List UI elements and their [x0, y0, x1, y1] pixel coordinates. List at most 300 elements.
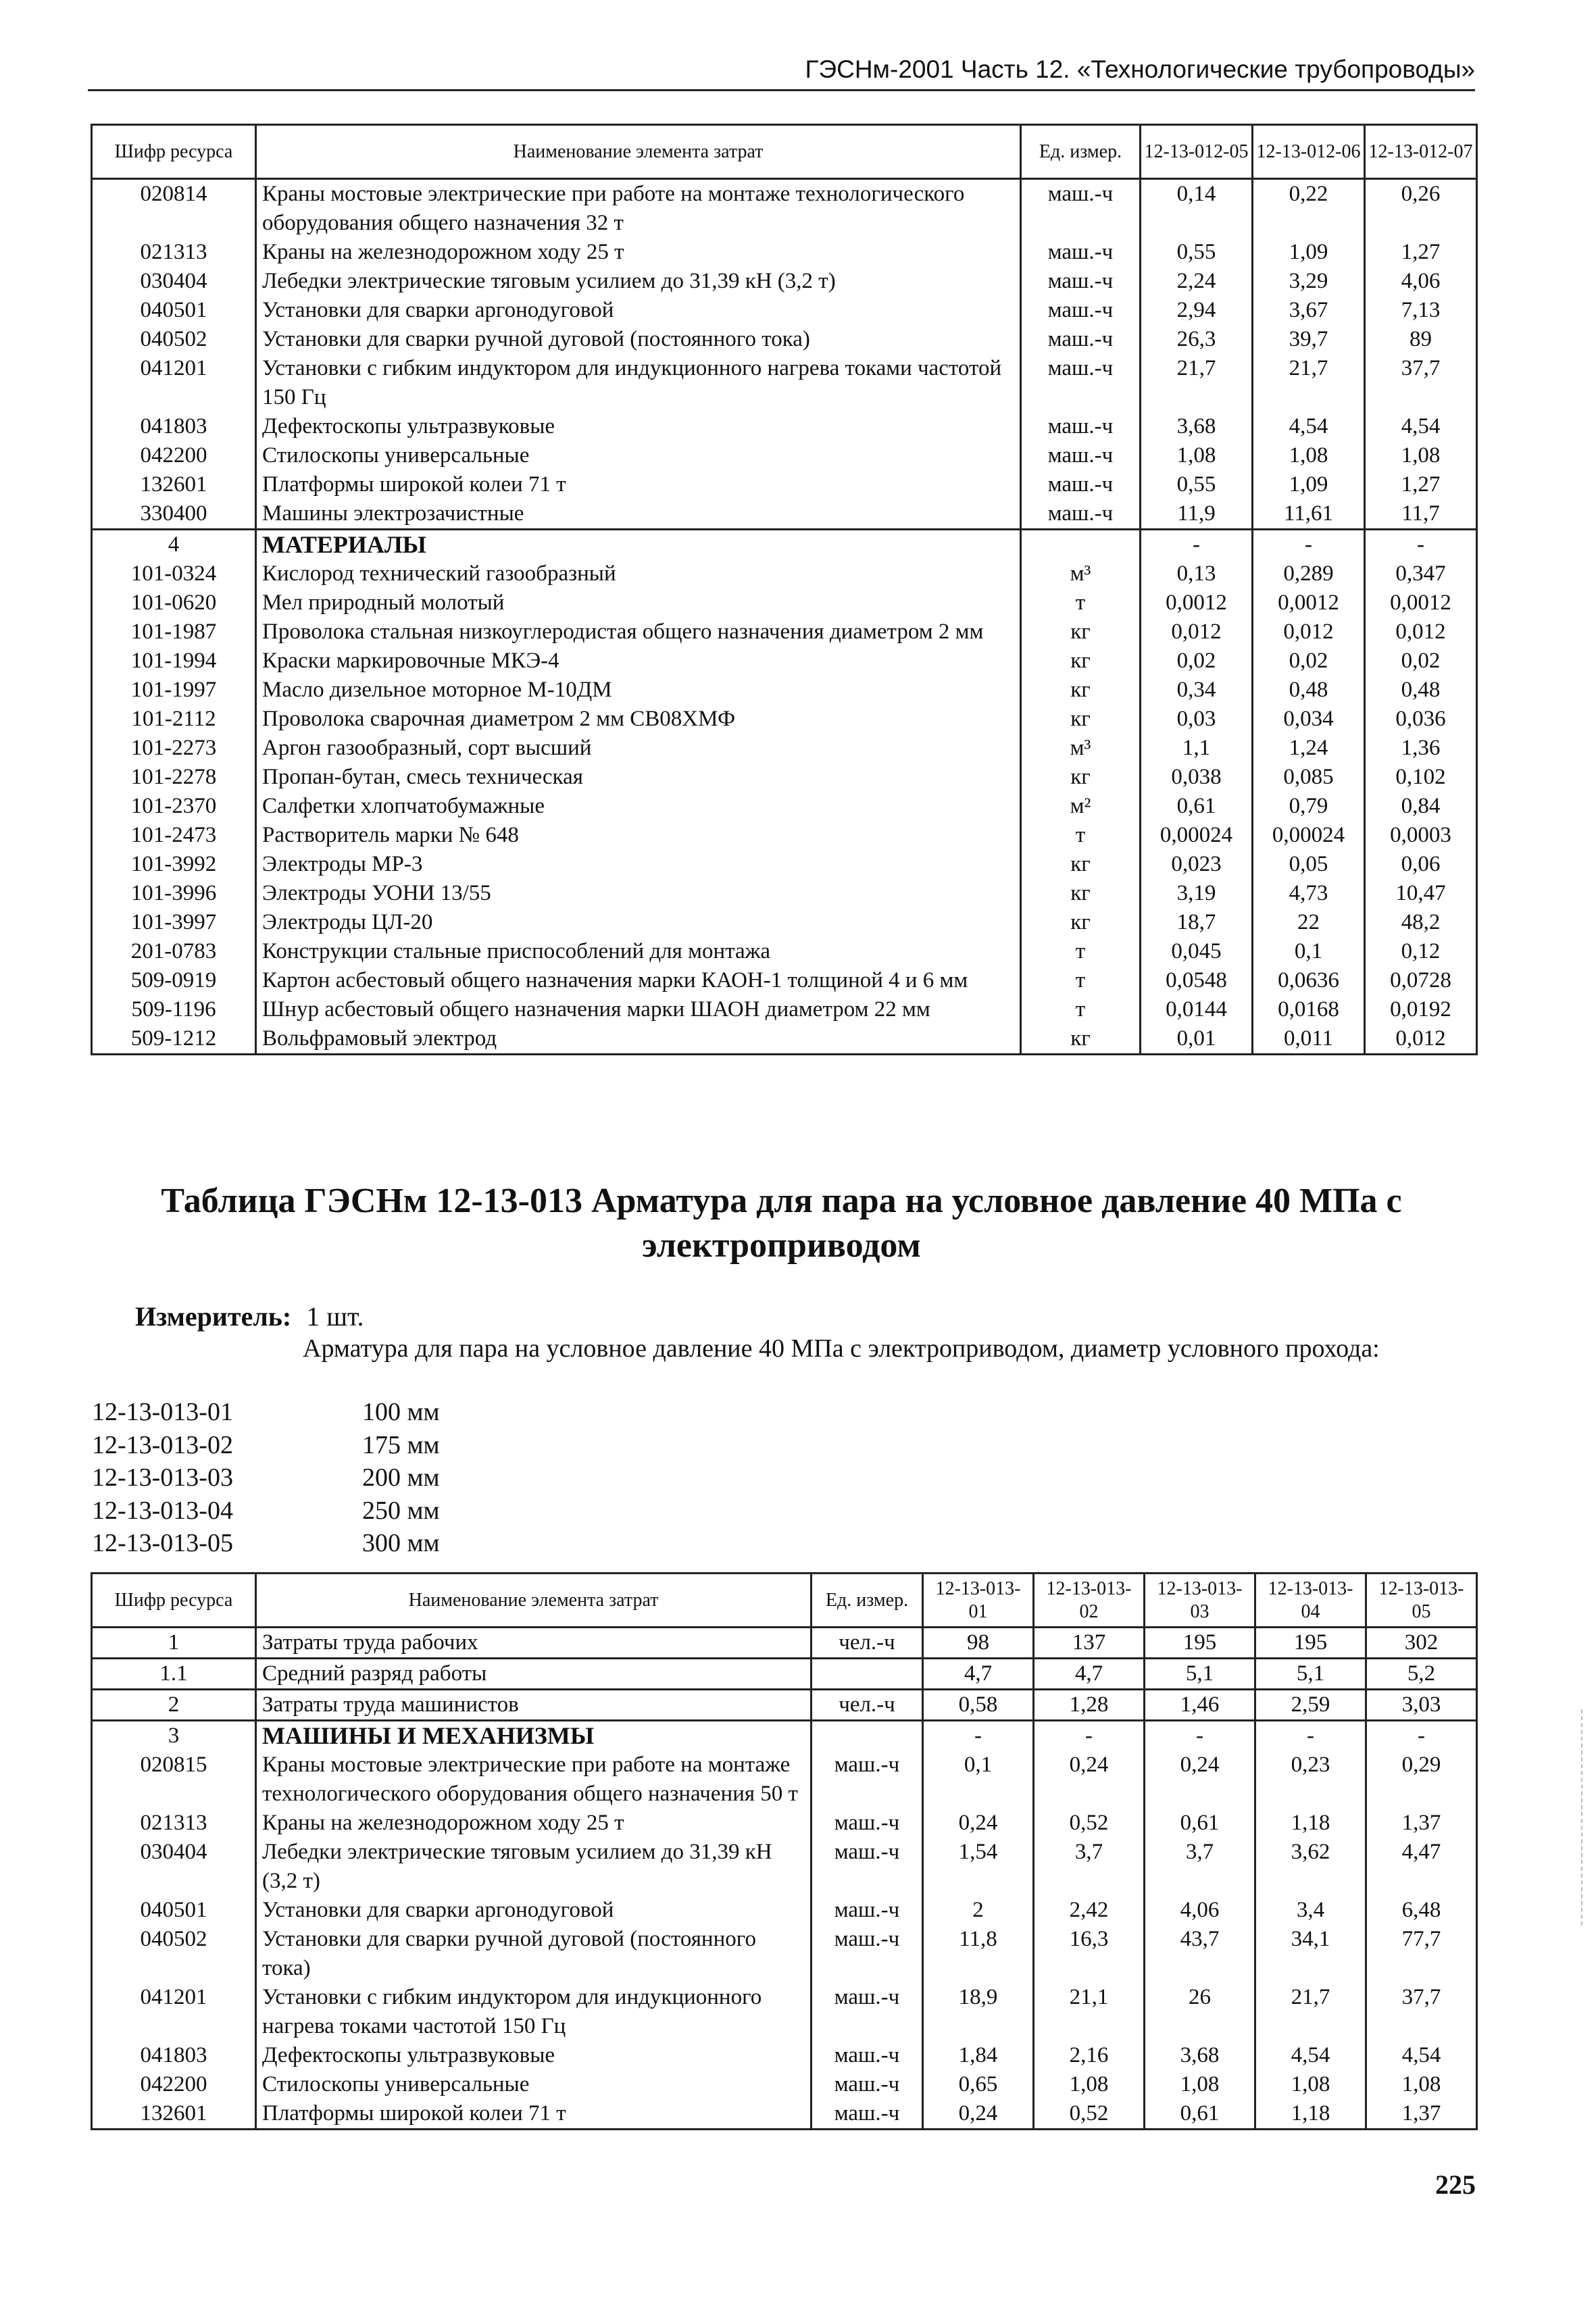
norm-value: 0,045	[1141, 937, 1253, 966]
resource-code: 101-0324	[92, 559, 256, 588]
norm-value: 0,22	[1253, 179, 1365, 238]
norm-value: 11,61	[1253, 499, 1365, 530]
resource-code: 101-3997	[92, 908, 256, 937]
norm-value: 1,08	[1145, 2070, 1255, 2099]
cost-element-name: Краны мостовые электрические при работе на монтаже технологического оборудования общего назначения 50 т	[256, 1751, 812, 1809]
section-heading: МАТЕРИАЛЫ	[256, 530, 1021, 560]
resource-code: 101-2473	[92, 821, 256, 850]
norm-value: 0,14	[1141, 179, 1253, 238]
norm-value: 1,37	[1366, 2099, 1477, 2130]
resource-code: 101-2273	[92, 734, 256, 763]
cost-element-name: Стилоскопы универсальные	[256, 441, 1021, 470]
norm-value: 43,7	[1145, 1925, 1255, 1983]
table-row	[92, 1925, 1477, 1983]
norm-value: 2,16	[1034, 2041, 1145, 2070]
table-row	[92, 267, 1477, 296]
unit-of-measure: маш.-ч	[1021, 238, 1141, 267]
norm-value: 0,034	[1253, 705, 1365, 734]
norm-value: 0,65	[923, 2070, 1034, 2099]
unit-of-measure: маш.-ч	[1021, 470, 1141, 499]
unit-of-measure	[1021, 530, 1141, 560]
unit-of-measure: маш.-ч	[1021, 325, 1141, 354]
norm-value: 2	[923, 1896, 1034, 1925]
norm-value: 39,7	[1253, 325, 1365, 354]
resource-code: 101-3992	[92, 850, 256, 879]
cost-element-name: Затраты труда рабочих	[256, 1628, 812, 1659]
unit-of-measure: маш.-ч	[1021, 267, 1141, 296]
norm-value: 1,08	[1255, 2070, 1366, 2099]
table-row	[92, 530, 1477, 560]
unit-of-measure: маш.-ч	[812, 1925, 923, 1983]
header-name: Наименование элемента затрат	[256, 125, 1021, 179]
norm-value: 4,54	[1255, 2041, 1366, 2070]
table-row	[92, 1896, 1477, 1925]
norm-value: 98	[923, 1628, 1034, 1659]
table-row	[92, 179, 1477, 238]
resource-code: 101-2370	[92, 792, 256, 821]
norm-value: 37,7	[1366, 1983, 1477, 2041]
table-row	[92, 325, 1477, 354]
norm-value: 4,06	[1145, 1896, 1255, 1925]
cost-element-name: Пропан-бутан, смесь техническая	[256, 763, 1021, 792]
norm-value: 0,0144	[1141, 995, 1253, 1024]
header-variant: 12-13-012-07	[1365, 125, 1477, 179]
variant-diameter: 200 мм	[362, 1463, 440, 1492]
unit-of-measure: маш.-ч	[812, 2099, 923, 2130]
table-row	[92, 2041, 1477, 2070]
norm-value: 0,61	[1145, 1809, 1255, 1838]
variant-item	[92, 1527, 440, 1560]
norm-value: 1,27	[1365, 238, 1477, 267]
unit-of-measure: маш.-ч	[1021, 354, 1141, 412]
norm-value: -	[1255, 1721, 1366, 1751]
resource-code: 132601	[92, 2099, 256, 2130]
norm-value: 0,24	[923, 2099, 1034, 2130]
norm-value: 1,28	[1034, 1690, 1145, 1721]
unit-of-measure	[812, 1721, 923, 1751]
unit-of-measure: кг	[1021, 1024, 1141, 1055]
norm-value: 1,24	[1253, 734, 1365, 763]
norm-value: 2,94	[1141, 296, 1253, 325]
norm-value: 3,4	[1255, 1896, 1366, 1925]
header-variant: 12-13-013-01	[923, 1574, 1034, 1628]
table-row	[92, 238, 1477, 267]
norm-value: 0,0728	[1365, 966, 1477, 995]
table-row	[92, 2070, 1477, 2099]
norm-value: 0,023	[1141, 850, 1253, 879]
resource-code: 201-0783	[92, 937, 256, 966]
measure-unit-label: Измеритель:	[135, 1301, 292, 1332]
cost-element-name: Лебедки электрические тяговым усилием до 31,39 кН (3,2 т)	[256, 267, 1021, 296]
norm-value: 0,61	[1145, 2099, 1255, 2130]
unit-of-measure: т	[1021, 821, 1141, 850]
resource-code: 041201	[92, 1983, 256, 2041]
norm-value: 0,085	[1253, 763, 1365, 792]
norm-value: 1,08	[1366, 2070, 1477, 2099]
norm-value: 0,48	[1365, 676, 1477, 705]
unit-of-measure: маш.-ч	[1021, 499, 1141, 530]
header-variant: 12-13-012-05	[1141, 125, 1253, 179]
norm-value: 4,73	[1253, 879, 1365, 908]
cost-element-name: Картон асбестовый общего назначения марки КАОН-1 толщиной 4 и 6 мм	[256, 966, 1021, 995]
resource-code: 3	[92, 1721, 256, 1751]
table-row	[92, 588, 1477, 618]
resource-table-012	[91, 124, 1478, 1055]
variant-diameter: 100 мм	[362, 1398, 440, 1426]
norm-value: 0,26	[1365, 179, 1477, 238]
norm-value: 2,24	[1141, 267, 1253, 296]
cost-element-name: Лебедки электрические тяговым усилием до 31,39 кН (3,2 т)	[256, 1838, 812, 1896]
norm-value: 21,7	[1141, 354, 1253, 412]
variant-item	[92, 1461, 440, 1494]
header-variant: 12-13-013-02	[1034, 1574, 1145, 1628]
norm-value: 0,84	[1365, 792, 1477, 821]
norm-value: 302	[1366, 1628, 1477, 1659]
norm-value: 0,012	[1141, 618, 1253, 647]
section-heading: МАШИНЫ И МЕХАНИЗМЫ	[256, 1721, 812, 1751]
norm-value: 195	[1255, 1628, 1366, 1659]
norm-value: 0,0548	[1141, 966, 1253, 995]
header-variant: 12-13-013-05	[1366, 1574, 1477, 1628]
variant-list	[92, 1396, 440, 1560]
table-row	[92, 937, 1477, 966]
table-row	[92, 559, 1477, 588]
norm-value: -	[1366, 1721, 1477, 1751]
table-row	[92, 2099, 1477, 2130]
table-row	[92, 850, 1477, 879]
norm-value: 3,7	[1145, 1838, 1255, 1896]
norm-value: 1,37	[1366, 1809, 1477, 1838]
norm-value: 0,00024	[1253, 821, 1365, 850]
header-code: Шифр ресурса	[92, 1574, 256, 1628]
resource-code: 101-3996	[92, 879, 256, 908]
norm-value: 1,54	[923, 1838, 1034, 1896]
norm-value: 0,13	[1141, 559, 1253, 588]
norm-value: 1,27	[1365, 470, 1477, 499]
norm-value: 0,02	[1253, 647, 1365, 676]
norm-value: 0,52	[1034, 2099, 1145, 2130]
header-variant: 12-13-013-03	[1145, 1574, 1255, 1628]
unit-of-measure: маш.-ч	[812, 1809, 923, 1838]
norm-value: 3,62	[1255, 1838, 1366, 1896]
norm-value: 0,012	[1365, 618, 1477, 647]
unit-of-measure: маш.-ч	[812, 1838, 923, 1896]
resource-code: 1.1	[92, 1659, 256, 1690]
norm-value: 48,2	[1365, 908, 1477, 937]
resource-code: 040501	[92, 1896, 256, 1925]
cost-element-name: Шнур асбестовый общего назначения марки ШАОН диаметром 22 мм	[256, 995, 1021, 1024]
norm-value: 0,0003	[1365, 821, 1477, 850]
unit-of-measure: маш.-ч	[812, 1751, 923, 1809]
resource-code: 1	[92, 1628, 256, 1659]
table-row	[92, 1983, 1477, 2041]
cost-element-name: Установки для сварки аргонодуговой	[256, 1896, 812, 1925]
variant-diameter: 300 мм	[362, 1529, 440, 1557]
resource-code: 040502	[92, 325, 256, 354]
norm-value: 1,08	[1253, 441, 1365, 470]
norm-value: 3,19	[1141, 879, 1253, 908]
table-row	[92, 499, 1477, 530]
unit-of-measure: т	[1021, 937, 1141, 966]
table-row	[92, 296, 1477, 325]
cost-element-name: Установки для сварки ручной дуговой (постоянного тока)	[256, 325, 1021, 354]
cost-element-name: Установки с гибким индуктором для индукционного нагрева токами частотой 150 Гц	[256, 1983, 812, 2041]
norm-value: 0,012	[1253, 618, 1365, 647]
cost-element-name: Краны на железнодорожном ходу 25 т	[256, 1809, 812, 1838]
cost-element-name: Проволока сварочная диаметром 2 мм СВ08ХМФ	[256, 705, 1021, 734]
norm-value: 1,08	[1141, 441, 1253, 470]
cost-element-name: Конструкции стальные приспособлений для монтажа	[256, 937, 1021, 966]
running-header: ГЭСНм-2001 Часть 12. «Технологические трубопроводы»	[805, 55, 1475, 83]
norm-value: 0,01	[1141, 1024, 1253, 1055]
cost-element-name: Установки для сварки ручной дуговой (постоянного тока)	[256, 1925, 812, 1983]
norm-value: -	[1365, 530, 1477, 560]
norm-value: 4,7	[923, 1659, 1034, 1690]
variant-code: 12-13-013-03	[92, 1463, 233, 1492]
cost-element-name: Мел природный молотый	[256, 588, 1021, 618]
norm-value: 0,012	[1365, 1024, 1477, 1055]
cost-element-name: Дефектоскопы ультразвуковые	[256, 412, 1021, 441]
cost-element-name: Машины электрозачистные	[256, 499, 1021, 530]
unit-of-measure: чел.-ч	[812, 1628, 923, 1659]
norm-value: 6,48	[1366, 1896, 1477, 1925]
cost-element-name: Средний разряд работы	[256, 1659, 812, 1690]
resource-code: 040501	[92, 296, 256, 325]
norm-value: 1,18	[1255, 2099, 1366, 2130]
table-row	[92, 705, 1477, 734]
norm-value: 21,7	[1253, 354, 1365, 412]
norm-value: 18,7	[1141, 908, 1253, 937]
unit-of-measure: кг	[1021, 705, 1141, 734]
table-row	[92, 1690, 1477, 1721]
table-row	[92, 412, 1477, 441]
norm-value: 0,55	[1141, 470, 1253, 499]
header-unit: Ед. измер.	[812, 1574, 923, 1628]
table-row	[92, 647, 1477, 676]
cost-element-name: Установки с гибким индуктором для индукционного нагрева токами частотой 150 Гц	[256, 354, 1021, 412]
measure-unit	[135, 1301, 364, 1332]
header-rule	[88, 89, 1475, 91]
table-title: Таблица ГЭСНм 12-13-013 Арматура для пара на условное давление 40 МПа с электроприводом	[161, 1182, 1402, 1265]
norm-value: 2,42	[1034, 1896, 1145, 1925]
cost-element-name: Установки для сварки аргонодуговой	[256, 296, 1021, 325]
unit-of-measure: кг	[1021, 763, 1141, 792]
norm-value: 0,55	[1141, 238, 1253, 267]
unit-of-measure: т	[1021, 588, 1141, 618]
table-row	[92, 734, 1477, 763]
norm-value: 137	[1034, 1628, 1145, 1659]
unit-of-measure: кг	[1021, 908, 1141, 937]
resource-code: 101-1987	[92, 618, 256, 647]
norm-value: 5,1	[1255, 1659, 1366, 1690]
table-row	[92, 821, 1477, 850]
norm-value: 89	[1365, 325, 1477, 354]
resource-code: 030404	[92, 1838, 256, 1896]
norm-value: 37,7	[1365, 354, 1477, 412]
norm-value: 0,06	[1365, 850, 1477, 879]
norm-value: 11,7	[1365, 499, 1477, 530]
norm-value: 0,0012	[1253, 588, 1365, 618]
norm-value: 2,59	[1255, 1690, 1366, 1721]
norm-value: 0,24	[1034, 1751, 1145, 1809]
unit-of-measure: м³	[1021, 734, 1141, 763]
norm-value: 1,84	[923, 2041, 1034, 2070]
resource-code: 2	[92, 1690, 256, 1721]
cost-element-name: Электроды ЦЛ-20	[256, 908, 1021, 937]
cost-element-name: Вольфрамовый электрод	[256, 1024, 1021, 1055]
resource-code: 509-1212	[92, 1024, 256, 1055]
cost-element-name: Электроды МР-3	[256, 850, 1021, 879]
cost-element-name: Электроды УОНИ 13/55	[256, 879, 1021, 908]
header-code: Шифр ресурса	[92, 125, 256, 179]
cost-element-name: Платформы широкой колеи 71 т	[256, 2099, 812, 2130]
table-row	[92, 966, 1477, 995]
resource-code: 101-1994	[92, 647, 256, 676]
norm-value: 3,7	[1034, 1838, 1145, 1896]
norm-value: 0,24	[1145, 1751, 1255, 1809]
header-name: Наименование элемента затрат	[256, 1574, 812, 1628]
norm-value: 3,68	[1145, 2041, 1255, 2070]
table-row	[92, 1809, 1477, 1838]
cost-element-name: Кислород технический газообразный	[256, 559, 1021, 588]
norm-value: 26	[1145, 1983, 1255, 2041]
norm-value: 0,03	[1141, 705, 1253, 734]
norm-value: 0,102	[1365, 763, 1477, 792]
unit-of-measure: маш.-ч	[812, 2041, 923, 2070]
variant-diameter: 175 мм	[362, 1430, 440, 1459]
resource-code: 041803	[92, 2041, 256, 2070]
norm-value: 0,29	[1366, 1751, 1477, 1809]
norm-value: -	[1145, 1721, 1255, 1751]
norm-value: 1,08	[1365, 441, 1477, 470]
norm-value: 1,08	[1034, 2070, 1145, 2099]
table-header-row	[92, 125, 1477, 179]
norm-value: 0,347	[1365, 559, 1477, 588]
norm-value: -	[1253, 530, 1365, 560]
norm-value: 0,038	[1141, 763, 1253, 792]
unit-of-measure: маш.-ч	[1021, 179, 1141, 238]
resource-code: 101-0620	[92, 588, 256, 618]
cost-element-name: Масло дизельное моторное М-10ДМ	[256, 676, 1021, 705]
norm-value: 0,61	[1141, 792, 1253, 821]
header-variant: 12-13-013-04	[1255, 1574, 1366, 1628]
norm-value: -	[1034, 1721, 1145, 1751]
norm-value: 0,0192	[1365, 995, 1477, 1024]
table-row	[92, 354, 1477, 412]
table-row	[92, 470, 1477, 499]
header-unit: Ед. измер.	[1021, 125, 1141, 179]
norm-value: 0,0012	[1365, 588, 1477, 618]
cost-element-name: Краны на железнодорожном ходу 25 т	[256, 238, 1021, 267]
table-row	[92, 1721, 1477, 1751]
variant-item	[92, 1494, 440, 1528]
norm-value: 0,0012	[1141, 588, 1253, 618]
variant-item	[92, 1396, 440, 1429]
norm-value: 0,58	[923, 1690, 1034, 1721]
norm-value: 1,18	[1255, 1809, 1366, 1838]
variant-diameter: 250 мм	[362, 1496, 440, 1525]
norm-value: 1,09	[1253, 238, 1365, 267]
table-row	[92, 618, 1477, 647]
resource-code: 020814	[92, 179, 256, 238]
table-row	[92, 1751, 1477, 1809]
cost-element-name: Растворитель марки № 648	[256, 821, 1021, 850]
norm-value: 5,2	[1366, 1659, 1477, 1690]
cost-element-name: Салфетки хлопчатобумажные	[256, 792, 1021, 821]
cost-element-name: Платформы широкой колеи 71 т	[256, 470, 1021, 499]
norm-value: 11,9	[1141, 499, 1253, 530]
unit-of-measure: маш.-ч	[1021, 296, 1141, 325]
unit-of-measure: маш.-ч	[812, 1896, 923, 1925]
norm-value: 0,036	[1365, 705, 1477, 734]
table-row	[92, 1659, 1477, 1690]
norm-value: 77,7	[1366, 1925, 1477, 1983]
unit-of-measure: маш.-ч	[1021, 412, 1141, 441]
norm-value: 3,67	[1253, 296, 1365, 325]
norm-value: 3,29	[1253, 267, 1365, 296]
norm-value: 0,289	[1253, 559, 1365, 588]
resource-code: 021313	[92, 238, 256, 267]
table-header-row	[92, 1574, 1477, 1628]
resource-table-013	[91, 1572, 1478, 2130]
unit-of-measure: кг	[1021, 618, 1141, 647]
unit-of-measure: маш.-ч	[812, 1983, 923, 2041]
norm-value: 0,02	[1365, 647, 1477, 676]
norm-value: 10,47	[1365, 879, 1477, 908]
table-row	[92, 441, 1477, 470]
table-row	[92, 1838, 1477, 1896]
norm-value: 195	[1145, 1628, 1255, 1659]
table-row	[92, 792, 1477, 821]
variant-description: Арматура для пара на условное давление 40 МПа с электроприводом, диаметр условного прохода:	[303, 1334, 1380, 1363]
unit-of-measure: маш.-ч	[812, 2070, 923, 2099]
norm-value: 3,68	[1141, 412, 1253, 441]
table-row	[92, 763, 1477, 792]
resource-code: 020815	[92, 1751, 256, 1809]
norm-value: 1,1	[1141, 734, 1253, 763]
header-variant: 12-13-012-06	[1253, 125, 1365, 179]
unit-of-measure: м³	[1021, 559, 1141, 588]
norm-value: 1,46	[1145, 1690, 1255, 1721]
norm-value: 0,34	[1141, 676, 1253, 705]
norm-value: 21,7	[1255, 1983, 1366, 2041]
resource-code: 509-1196	[92, 995, 256, 1024]
unit-of-measure: кг	[1021, 850, 1141, 879]
norm-value: 0,0636	[1253, 966, 1365, 995]
norm-value: 0,1	[1253, 937, 1365, 966]
norm-value: 1,36	[1365, 734, 1477, 763]
norm-value: 0,52	[1034, 1809, 1145, 1838]
norm-value: 4,7	[1034, 1659, 1145, 1690]
cost-element-name: Краски маркировочные МКЭ-4	[256, 647, 1021, 676]
norm-value: 22	[1253, 908, 1365, 937]
norm-value: 0,1	[923, 1751, 1034, 1809]
cost-element-name: Стилоскопы универсальные	[256, 2070, 812, 2099]
resource-code: 021313	[92, 1809, 256, 1838]
table-row	[92, 908, 1477, 937]
norm-value: 4,47	[1366, 1838, 1477, 1896]
unit-of-measure: т	[1021, 995, 1141, 1024]
variant-code: 12-13-013-01	[92, 1398, 233, 1426]
cost-element-name: Дефектоскопы ультразвуковые	[256, 2041, 812, 2070]
variant-code: 12-13-013-05	[92, 1529, 233, 1557]
measure-unit-value: 1 шт.	[306, 1301, 364, 1332]
resource-code: 509-0919	[92, 966, 256, 995]
resource-code: 042200	[92, 2070, 256, 2099]
norm-value: 0,05	[1253, 850, 1365, 879]
norm-value: 0,24	[923, 1809, 1034, 1838]
unit-of-measure: маш.-ч	[1021, 441, 1141, 470]
